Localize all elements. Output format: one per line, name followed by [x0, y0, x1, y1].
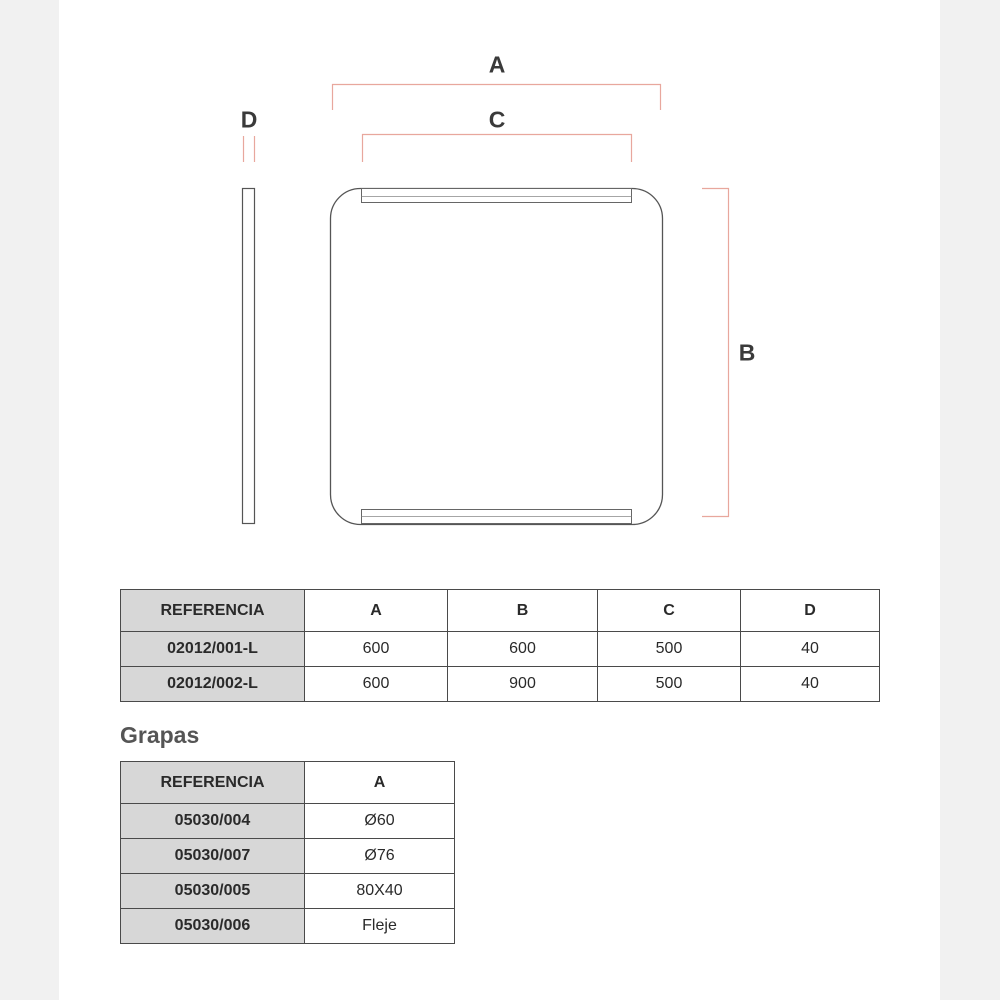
- cell-a: Ø60: [305, 804, 455, 839]
- dimensions-table: [120, 589, 880, 702]
- header-c: C: [598, 590, 741, 632]
- cell-referencia: 05030/005: [121, 874, 305, 909]
- dimension-line-c: [363, 135, 632, 163]
- dimension-label-a: A: [488, 51, 506, 78]
- cell-a: 600: [305, 667, 448, 702]
- cell-referencia: 05030/007: [121, 839, 305, 874]
- cell-a: Fleje: [305, 909, 455, 944]
- cell-c: 500: [598, 667, 741, 702]
- cell-d: 40: [741, 667, 880, 702]
- header-a: A: [305, 590, 448, 632]
- header-referencia: REFERENCIA: [121, 590, 305, 632]
- table-row: [121, 667, 880, 702]
- dimension-line-b: [702, 189, 729, 517]
- table-row: [121, 804, 455, 839]
- dimension-label-d: D: [240, 106, 258, 133]
- table-header-row: [121, 590, 880, 632]
- cell-b: 900: [448, 667, 598, 702]
- header-b: B: [448, 590, 598, 632]
- table-row: [121, 632, 880, 667]
- cell-b: 600: [448, 632, 598, 667]
- dimension-label-b: B: [738, 339, 756, 366]
- table-row: [121, 874, 455, 909]
- header-a: A: [305, 762, 455, 804]
- table-header-row: [121, 762, 455, 804]
- side-profile: [243, 189, 255, 524]
- cell-referencia: 02012/001-L: [121, 632, 305, 667]
- header-d: D: [741, 590, 880, 632]
- cell-a: 80X40: [305, 874, 455, 909]
- dimension-label-c: C: [488, 106, 506, 133]
- dimension-line-d: [244, 136, 255, 162]
- grapas-title: Grapas: [120, 722, 200, 748]
- bottom-light-strip: [362, 510, 632, 524]
- cell-referencia: 02012/002-L: [121, 667, 305, 702]
- cell-a: Ø76: [305, 839, 455, 874]
- grapas-table: [120, 761, 455, 944]
- header-referencia: REFERENCIA: [121, 762, 305, 804]
- cell-referencia: 05030/006: [121, 909, 305, 944]
- top-light-strip: [362, 189, 632, 203]
- table-row: [121, 909, 455, 944]
- cell-d: 40: [741, 632, 880, 667]
- cell-c: 500: [598, 632, 741, 667]
- table-row: [121, 839, 455, 874]
- mirror-outline: [331, 189, 663, 525]
- cell-a: 600: [305, 632, 448, 667]
- cell-referencia: 05030/004: [121, 804, 305, 839]
